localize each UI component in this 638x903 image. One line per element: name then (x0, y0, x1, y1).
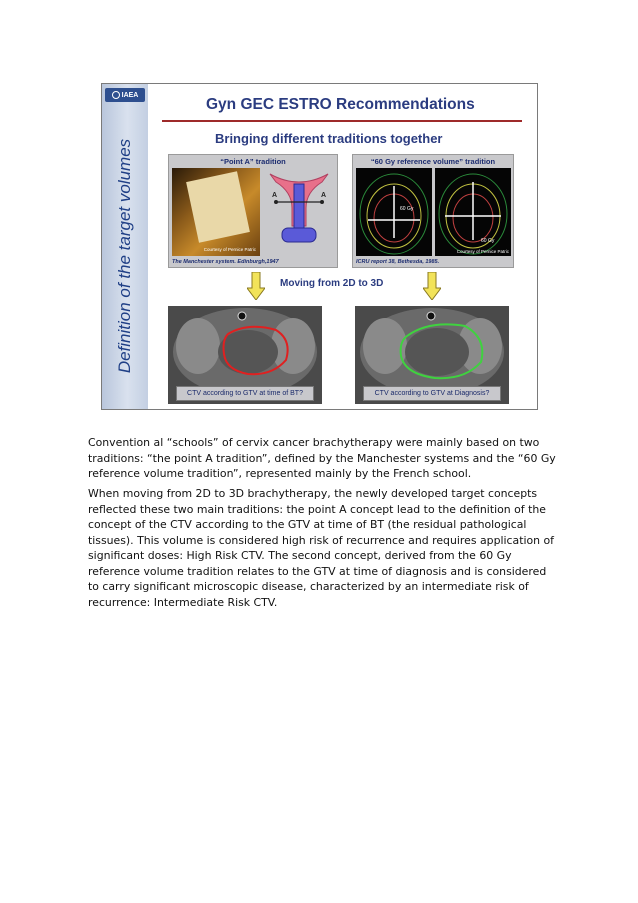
down-arrow-left-icon (247, 272, 265, 300)
iaea-logo (105, 88, 145, 102)
book-page (186, 171, 250, 242)
isodose-scan-frontal (356, 168, 432, 256)
moving-2d-to-3d-text: Moving from 2D to 3D (280, 278, 384, 289)
point-a-right-label: A (321, 192, 327, 199)
reference-volume-panel-footer: ICRU report 38, Bethesda, 1985. (356, 259, 440, 265)
title-divider (162, 120, 522, 122)
mri-image-diagnosis (355, 306, 509, 404)
point-a-panel-title: “Point A” tradition (220, 157, 286, 166)
point-a-left-label: A (272, 192, 278, 199)
slide-image (101, 83, 538, 410)
book-courtesy: Courtesy of Pernice Patric (203, 247, 256, 252)
paragraph-text: When moving from 2D to 3D brachytherapy, the newly developed target concepts reflected these two main traditions: the point A concept lead to the definition of the concept of the CTV according to the GTV at time of BT (the residual pathological tissues). This volume is considered high risk of recurrence and requires application of significant doses: High Risk CTV. The second concept, derived from the 60 Gy reference volume tradition relates to the GTV at time of diagnosis and is considered to carry significant microscopic disease, characterized by an intermediate risk of recurrence: Intermediate Risk CTV. (88, 487, 555, 609)
reference-volume-panel (352, 154, 514, 268)
isodose-label-frontal: 60 Gy (400, 206, 414, 212)
slide-sidebar (102, 84, 148, 409)
point-a-panel (168, 154, 338, 268)
body-paragraph-2 (88, 486, 556, 610)
point-a-panel-footer: The Manchester system. Edinburgh,1947 (172, 259, 279, 265)
vertical-title: Definition of the target volumes (115, 138, 134, 374)
isodose-contours-lateral (435, 168, 511, 256)
mri-image-bt (168, 306, 322, 404)
reference-volume-panel-title: “60 Gy reference volume” tradition (370, 157, 496, 166)
mri-caption-bt: CTV according to GTV at time of BT? (176, 386, 314, 401)
isodose-scan-lateral (435, 168, 511, 256)
paragraph-text: Convention al “schools” of cervix cancer brachytherapy were mainly based on two traditions: “the point A tradition”, defined by the Manchester systems and the “60 Gy reference volume tradition”, represented mainly by the French school. (88, 436, 556, 480)
logo-text: IAEA (121, 91, 139, 99)
uterus-diagram (266, 168, 332, 256)
scan-courtesy: Courtesy of Pernice Patric (456, 249, 509, 254)
slide-subtitle: Bringing different traditions together (215, 131, 443, 146)
slide-title: Gyn GEC ESTRO Recommendations (206, 96, 475, 113)
radium-dosage-book-photo (172, 168, 260, 256)
mri-caption-diagnosis: CTV according to GTV at Diagnosis? (363, 386, 501, 401)
body-paragraph-1 (88, 435, 556, 482)
isodose-label-lateral: 60 Gy (481, 238, 495, 244)
isodose-contours-frontal (356, 168, 432, 256)
down-arrow-right-icon (423, 272, 441, 300)
globe-icon (112, 91, 120, 99)
